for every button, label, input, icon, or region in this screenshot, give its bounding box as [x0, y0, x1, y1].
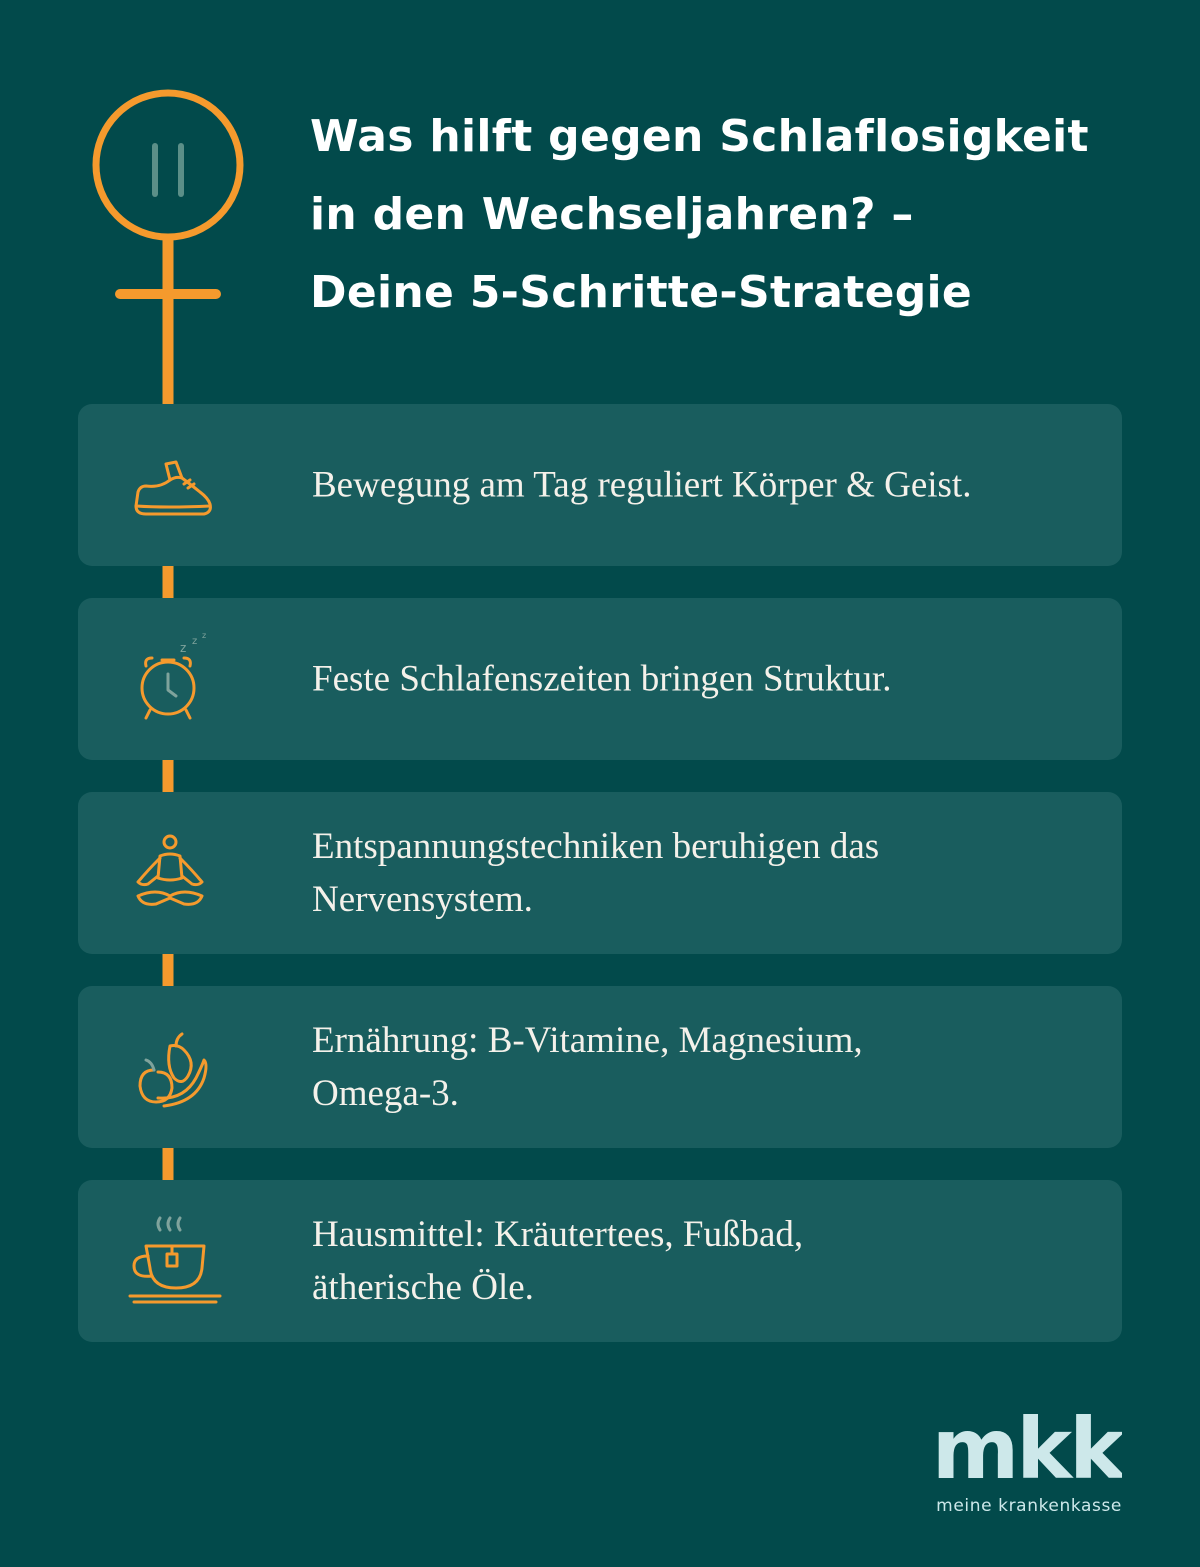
meditation-icon — [126, 822, 226, 922]
step-card-relaxation — [78, 792, 1122, 954]
mkk-logo — [912, 1412, 1122, 1516]
step-text-line: Ernährung: B-Vitamine, Magnesium, — [312, 1020, 863, 1061]
step-card-home-remedies — [78, 1180, 1122, 1342]
step-card-movement — [78, 404, 1122, 566]
tea-cup-icon — [126, 1210, 226, 1310]
step-text-line: Hausmittel: Kräutertees, Fußbad, — [312, 1214, 804, 1255]
title-line: in den Wechseljahren? – — [310, 189, 914, 240]
title-line: Was hilft gegen Schlaflosigkeit — [310, 111, 1089, 162]
step-text — [312, 459, 1062, 512]
sneaker-icon — [126, 434, 226, 534]
step-text — [312, 1014, 1062, 1120]
mkk-wordmark-icon — [912, 1412, 1122, 1492]
step-text-line: Bewegung am Tag reguliert Körper & Geist. — [312, 464, 972, 506]
fruit-icon — [126, 1016, 226, 1116]
page-title — [310, 98, 1170, 332]
step-text-line: Omega-3. — [312, 1073, 459, 1114]
step-text-line: Entspannungstechniken beruhigen das — [312, 826, 880, 867]
step-text-line: Feste Schlafenszeiten bringen Struktur. — [312, 658, 892, 700]
step-text — [312, 653, 1062, 706]
title-line: Deine 5-Schritte-Strategie — [310, 267, 973, 318]
logo-wordmark: mkk — [931, 1412, 1122, 1492]
svg-text:z: z — [180, 641, 187, 655]
step-card-nutrition — [78, 986, 1122, 1148]
logo-tagline: meine krankenkasse — [936, 1496, 1122, 1516]
step-text-line: Nervensystem. — [312, 879, 533, 920]
svg-text:z: z — [202, 631, 207, 640]
step-card-sleep-times — [78, 598, 1122, 760]
alarm-clock-icon — [126, 628, 226, 728]
svg-text:z: z — [192, 636, 198, 647]
step-text — [312, 1208, 1062, 1314]
step-text-line: ätherische Öle. — [312, 1267, 534, 1308]
step-text — [312, 820, 1062, 926]
